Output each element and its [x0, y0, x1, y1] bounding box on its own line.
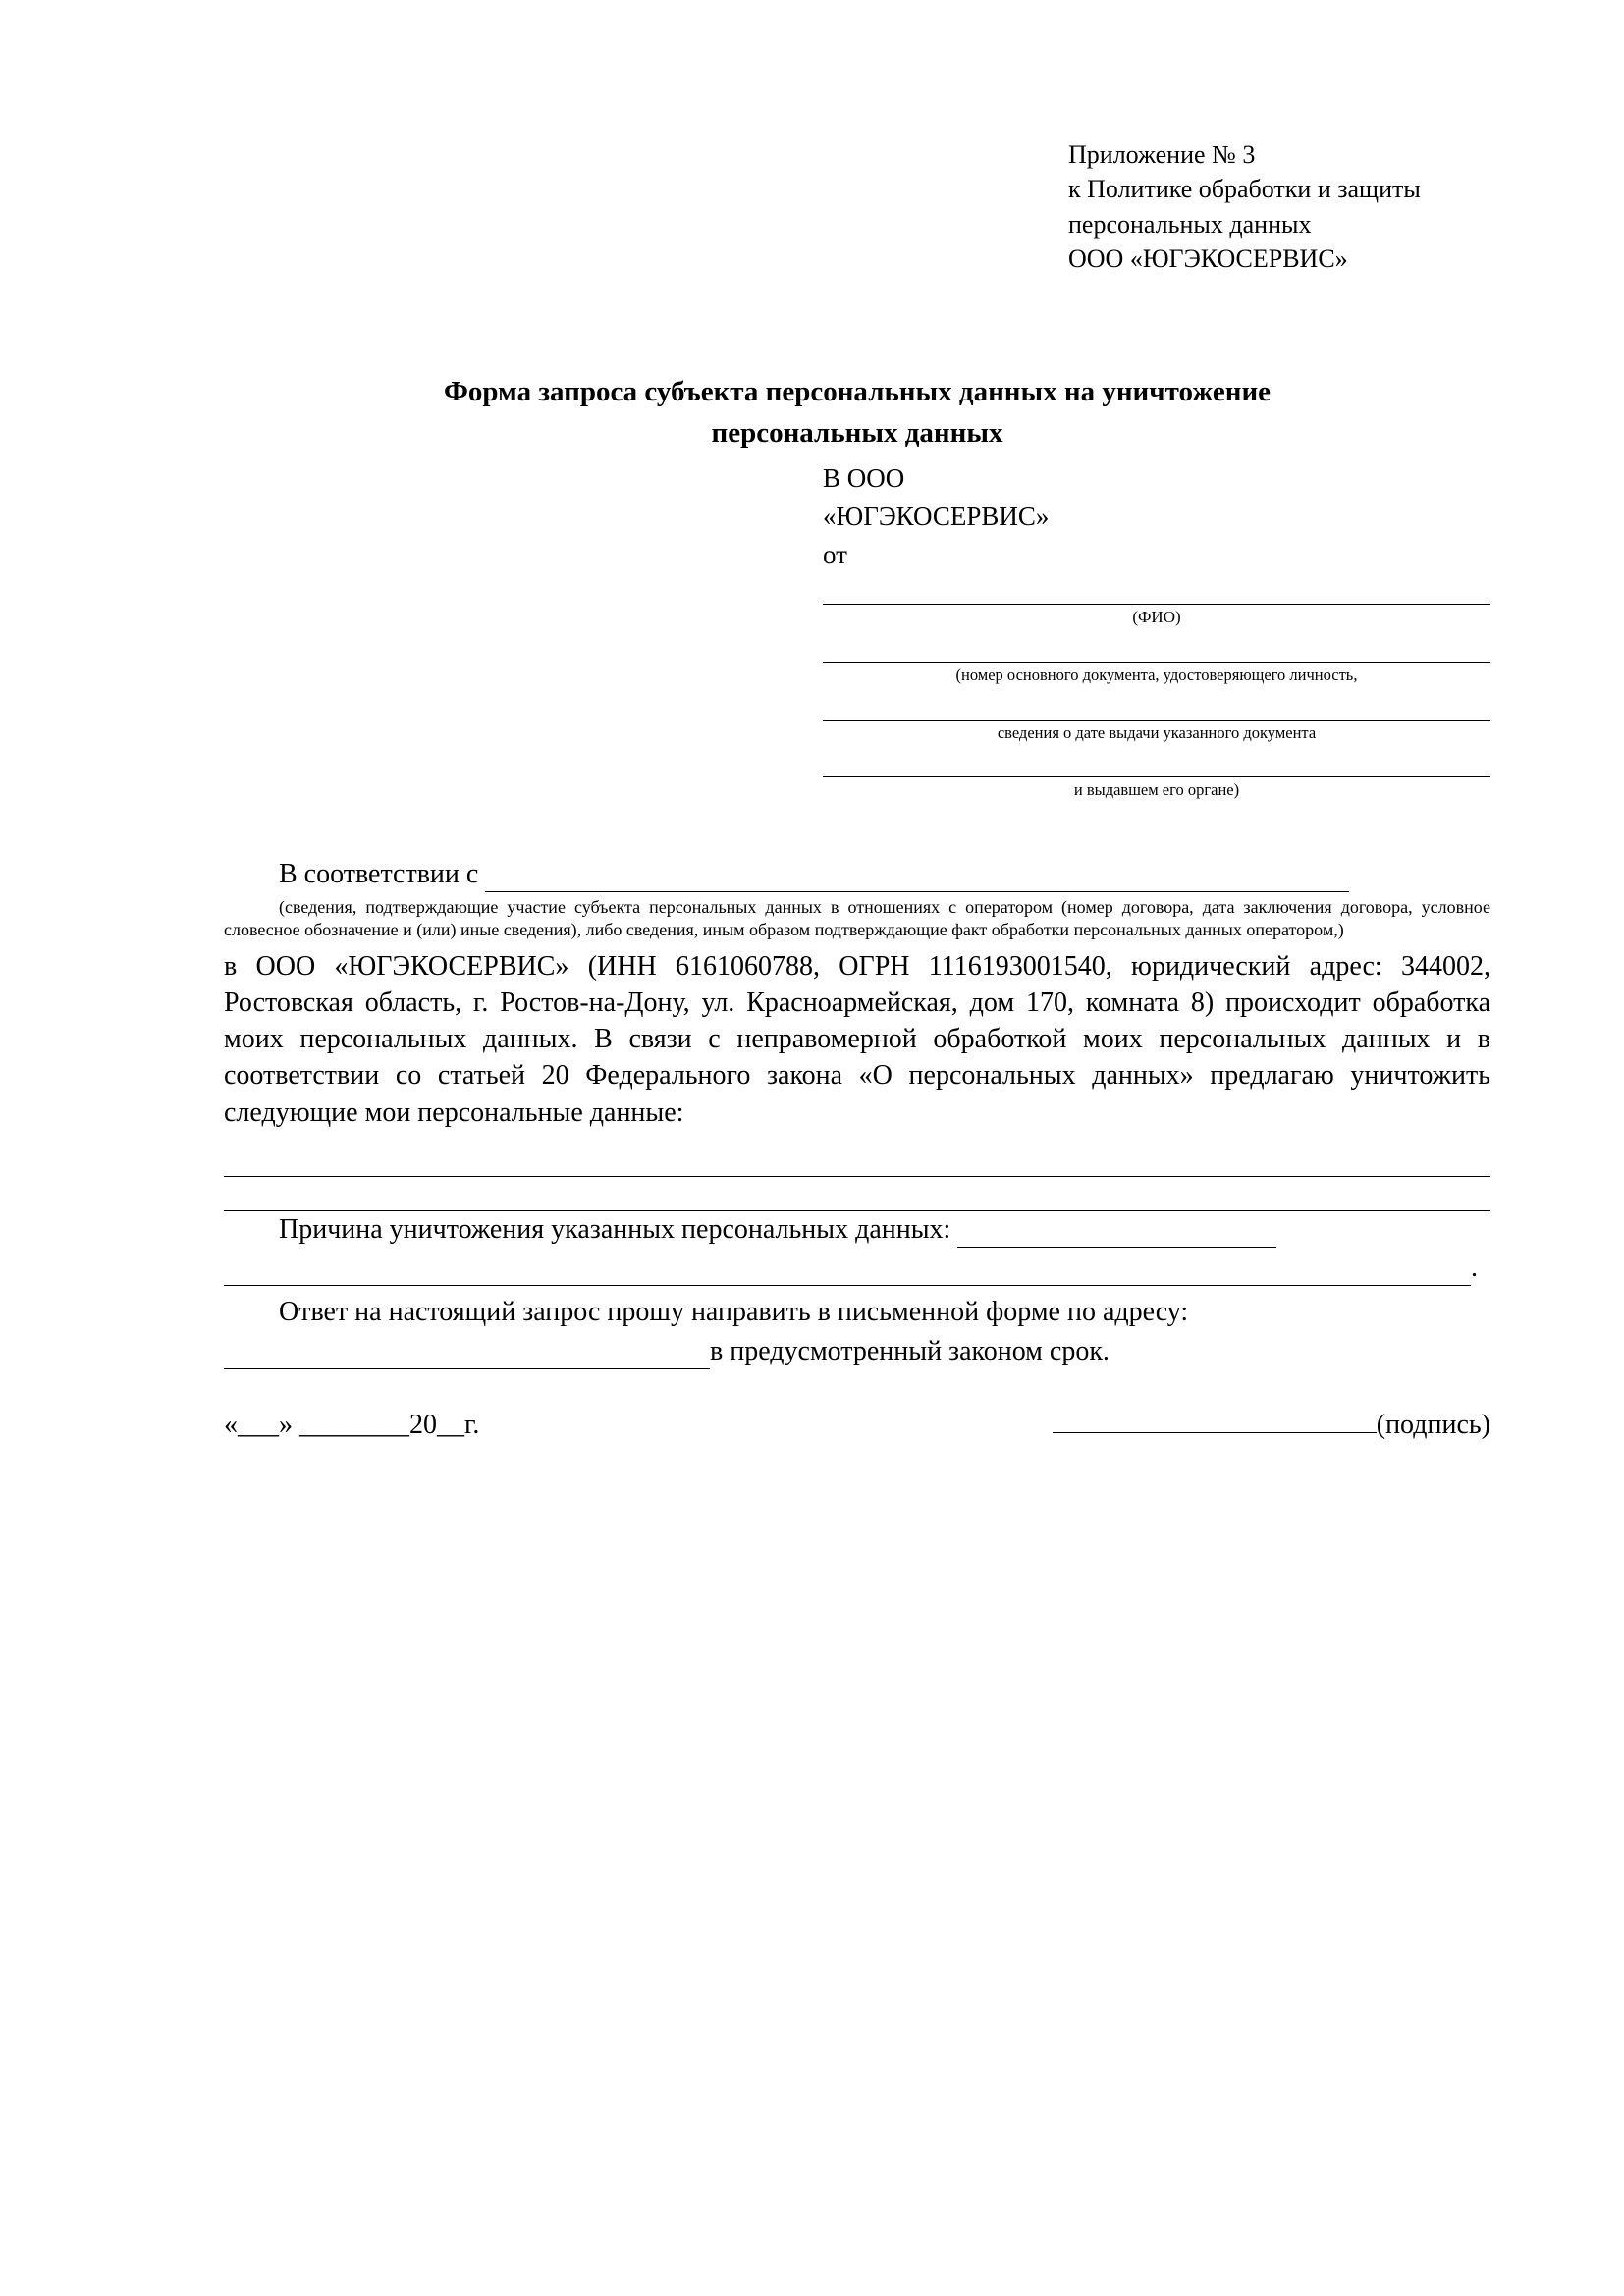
addressee-line-2: «ЮГЭКОСЕРВИС»: [823, 501, 1050, 531]
document-number-caption: (номер основного документа, удостоверяющего личность,: [955, 666, 1358, 685]
document-issuer-caption: и выдавшем его органе): [1073, 780, 1240, 800]
page-title-line-1: Форма запроса субъекта персональных данных на уничтожение: [443, 376, 1272, 408]
appendix-header-line-4: ООО «ЮГЭКОСЕРВИС»: [1068, 244, 1348, 274]
fio-caption: (ФИО): [1132, 608, 1181, 627]
signature-caption: (подпись): [1376, 1409, 1490, 1440]
reason-row-2: [224, 1250, 1490, 1286]
answer-address-input-line[interactable]: [224, 1343, 710, 1369]
data-input-line-2[interactable]: [224, 1177, 1490, 1211]
page-title: [224, 372, 1490, 453]
appendix-header: [1068, 137, 1490, 276]
reason-row: [224, 1211, 1490, 1248]
fio-field-group: [823, 574, 1490, 628]
document-number-field-group: [823, 632, 1490, 685]
answer-tail-text: в предусмотренный законом срок.: [710, 1335, 1110, 1366]
date-line[interactable]: «___» ________20__г.: [224, 1409, 480, 1440]
data-input-line-1[interactable]: [224, 1143, 1490, 1177]
reason-label: Причина уничтожения указанных персональных данных:: [279, 1213, 951, 1245]
document-issuer-input-line[interactable]: [823, 747, 1490, 777]
reason-input-line-1[interactable]: [957, 1221, 1276, 1248]
signature-input-line[interactable]: [1053, 1407, 1377, 1433]
signature-field: [1053, 1407, 1490, 1441]
document-issuer-field-group: [823, 747, 1490, 800]
document-date-input-line[interactable]: [823, 690, 1490, 721]
accordance-label: В соответствии с: [279, 858, 479, 889]
document-date-field-group: [823, 690, 1490, 743]
fio-input-line[interactable]: [823, 574, 1490, 605]
reason-input-line-2[interactable]: [224, 1259, 1471, 1286]
accordance-input-line[interactable]: [485, 866, 1349, 892]
addressee-line-1: В ООО: [823, 462, 905, 493]
addressee-line-3: от: [823, 540, 847, 570]
signature-row: [224, 1407, 1490, 1441]
answer-address-row: [224, 1333, 1490, 1369]
appendix-header-line-2: к Политике обработки и защиты: [1068, 175, 1421, 204]
accordance-fine-print: (сведения, подтверждающие участие субъекта персональных данных в отношениях с оператором (номер договора, дата заключения договора, условное словесное обозначение и (или) иные сведения), либо сведения, иным образом подтверждающие факт обработки персональных данных оператором,): [224, 896, 1490, 940]
document-content: [224, 137, 1490, 1441]
document-date-caption: сведения о дате выдачи указанного документа: [997, 722, 1317, 742]
appendix-header-line-3: персональных данных: [1068, 209, 1312, 239]
reason-end-dot: .: [1471, 1253, 1478, 1284]
page-title-line-2: персональных данных: [711, 416, 1003, 449]
main-paragraph: в ООО «ЮГЭКОСЕРВИС» (ИНН 6161060788, ОГРН 1116193001540, юридический адрес: 344002, Ростовская область, г. Ростов-на-Дону, ул. Красноармейская, дом 170, комната 8) происходит обработка моих персональных данных. В связи с неправомерной обработкой моих персональных данных и в соответствии со статьей 20 Федерального закона «О персональных данных» предлагаю уничтожить следующие мои персональные данные:: [224, 950, 1490, 1128]
document-number-input-line[interactable]: [823, 632, 1490, 663]
addressee-block: [823, 459, 1490, 574]
accordance-row: [224, 856, 1490, 892]
appendix-header-line-1: Приложение № 3: [1068, 140, 1256, 169]
answer-paragraph: Ответ на настоящий запрос прошу направить в письменной форме по адресу:: [279, 1297, 1189, 1328]
